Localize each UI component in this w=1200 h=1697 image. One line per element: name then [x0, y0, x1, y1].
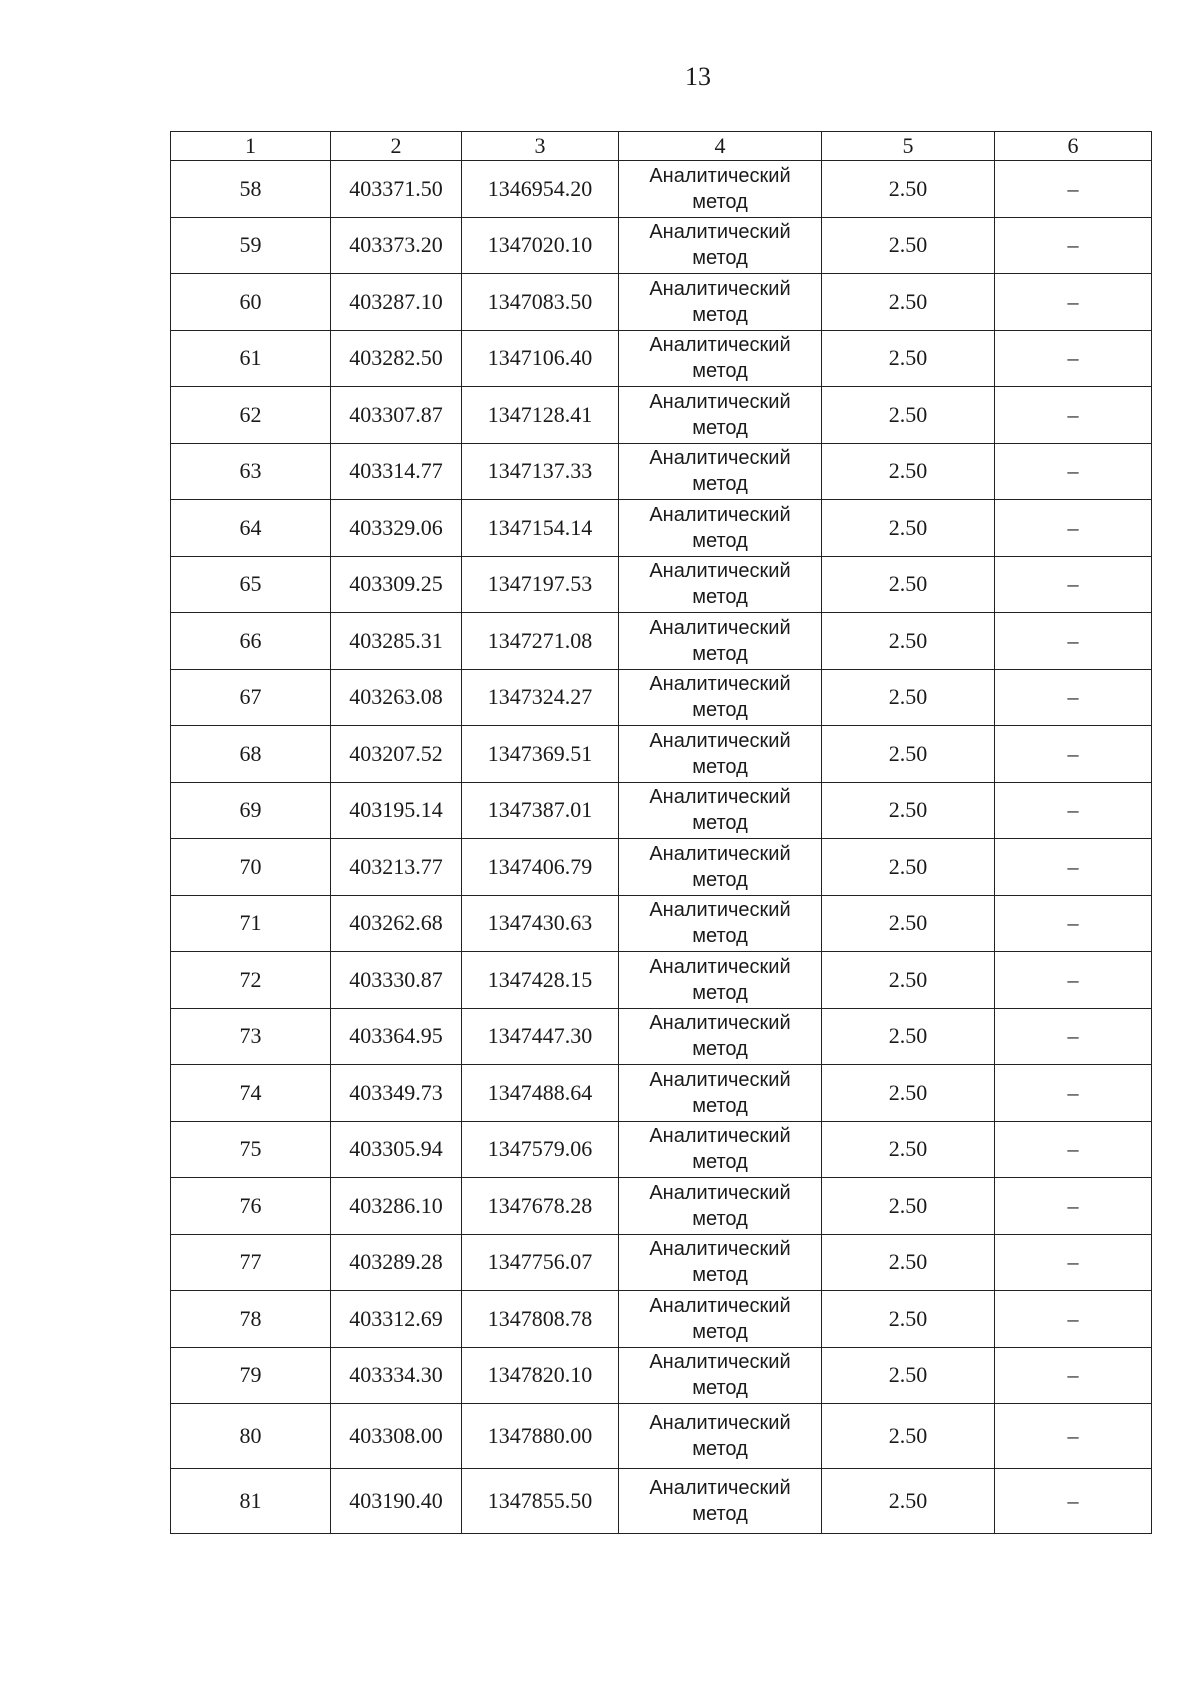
- note-cell: –: [995, 1065, 1152, 1122]
- method-line-2: метод: [692, 247, 748, 270]
- header-col-3: 3: [462, 132, 619, 161]
- method-line-2: метод: [692, 981, 748, 1004]
- x-coordinate-cell: 403349.73: [331, 1065, 462, 1122]
- method-cell: [619, 1008, 822, 1065]
- accuracy-cell: 2.50: [822, 274, 995, 331]
- point-number-cell: 60: [171, 274, 331, 331]
- method-line-2: метод: [692, 586, 748, 609]
- method-line-2: метод: [692, 642, 748, 665]
- accuracy-cell: 2.50: [822, 782, 995, 839]
- accuracy-cell: 2.50: [822, 613, 995, 670]
- method-line-1: Аналитический: [649, 786, 791, 809]
- method-line-2: метод: [692, 1094, 748, 1117]
- point-number-cell: 67: [171, 669, 331, 726]
- method-cell: [619, 895, 822, 952]
- y-coordinate-cell: 1347154.14: [462, 500, 619, 557]
- y-coordinate-cell: 1347271.08: [462, 613, 619, 670]
- point-number-cell: 64: [171, 500, 331, 557]
- point-number-cell: 81: [171, 1469, 331, 1534]
- method-line-2: метод: [692, 1503, 748, 1525]
- note-cell: –: [995, 387, 1152, 444]
- table-row: [171, 1008, 1152, 1065]
- method-cell: [619, 330, 822, 387]
- method-line-1: Аналитический: [649, 1294, 791, 1317]
- x-coordinate-cell: 403285.31: [331, 613, 462, 670]
- note-cell: –: [995, 330, 1152, 387]
- point-number-cell: 78: [171, 1291, 331, 1348]
- note-cell: –: [995, 1404, 1152, 1469]
- y-coordinate-cell: 1347880.00: [462, 1404, 619, 1469]
- method-line-1: Аналитический: [649, 1068, 791, 1091]
- y-coordinate-cell: 1347387.01: [462, 782, 619, 839]
- note-cell: –: [995, 669, 1152, 726]
- x-coordinate-cell: 403282.50: [331, 330, 462, 387]
- table-row: [171, 895, 1152, 952]
- table-row: [171, 161, 1152, 218]
- y-coordinate-cell: 1347820.10: [462, 1347, 619, 1404]
- point-number-cell: 75: [171, 1121, 331, 1178]
- method-line-2: метод: [692, 416, 748, 439]
- note-cell: –: [995, 1178, 1152, 1235]
- accuracy-cell: 2.50: [822, 1404, 995, 1469]
- x-coordinate-cell: 403213.77: [331, 839, 462, 896]
- x-coordinate-cell: 403309.25: [331, 556, 462, 613]
- method-cell: [619, 500, 822, 557]
- method-line-2: метод: [692, 755, 748, 778]
- x-coordinate-cell: 403286.10: [331, 1178, 462, 1235]
- method-line-1: Аналитический: [649, 277, 791, 300]
- accuracy-cell: 2.50: [822, 1121, 995, 1178]
- method-line-2: метод: [692, 1320, 748, 1343]
- x-coordinate-cell: 403371.50: [331, 161, 462, 218]
- table-row: [171, 387, 1152, 444]
- x-coordinate-cell: 403373.20: [331, 217, 462, 274]
- header-col-5: 5: [822, 132, 995, 161]
- method-cell: [619, 839, 822, 896]
- x-coordinate-cell: 403308.00: [331, 1404, 462, 1469]
- method-cell: [619, 782, 822, 839]
- y-coordinate-cell: 1347855.50: [462, 1469, 619, 1534]
- method-line-1: Аналитический: [649, 955, 791, 978]
- coordinates-table: [170, 131, 1152, 1534]
- header-col-4: 4: [619, 132, 822, 161]
- method-line-2: метод: [692, 1438, 748, 1460]
- accuracy-cell: 2.50: [822, 387, 995, 444]
- table-row: [171, 1291, 1152, 1348]
- method-cell: [619, 556, 822, 613]
- table-row: [171, 782, 1152, 839]
- x-coordinate-cell: 403314.77: [331, 443, 462, 500]
- note-cell: –: [995, 952, 1152, 1009]
- header-col-1: 1: [171, 132, 331, 161]
- table-row: [171, 669, 1152, 726]
- point-number-cell: 58: [171, 161, 331, 218]
- point-number-cell: 61: [171, 330, 331, 387]
- method-line-1: Аналитический: [649, 560, 791, 583]
- y-coordinate-cell: 1347808.78: [462, 1291, 619, 1348]
- table-row: [171, 217, 1152, 274]
- table-row: [171, 1234, 1152, 1291]
- method-line-2: метод: [692, 529, 748, 552]
- method-line-2: метод: [692, 1377, 748, 1400]
- note-cell: –: [995, 274, 1152, 331]
- method-line-1: Аналитический: [649, 673, 791, 696]
- y-coordinate-cell: 1347137.33: [462, 443, 619, 500]
- x-coordinate-cell: 403190.40: [331, 1469, 462, 1534]
- method-line-2: метод: [692, 303, 748, 326]
- header-row: [171, 132, 1152, 161]
- note-cell: –: [995, 1234, 1152, 1291]
- x-coordinate-cell: 403263.08: [331, 669, 462, 726]
- note-cell: –: [995, 839, 1152, 896]
- note-cell: –: [995, 161, 1152, 218]
- method-cell: [619, 443, 822, 500]
- y-coordinate-cell: 1347020.10: [462, 217, 619, 274]
- table-row: [171, 1469, 1152, 1534]
- method-cell: [619, 1347, 822, 1404]
- table-row: [171, 613, 1152, 670]
- y-coordinate-cell: 1347106.40: [462, 330, 619, 387]
- header-col-6: 6: [995, 132, 1152, 161]
- x-coordinate-cell: 403207.52: [331, 726, 462, 783]
- note-cell: –: [995, 1291, 1152, 1348]
- y-coordinate-cell: 1347128.41: [462, 387, 619, 444]
- y-coordinate-cell: 1346954.20: [462, 161, 619, 218]
- method-line-1: Аналитический: [649, 899, 791, 922]
- x-coordinate-cell: 403262.68: [331, 895, 462, 952]
- x-coordinate-cell: 403289.28: [331, 1234, 462, 1291]
- point-number-cell: 63: [171, 443, 331, 500]
- method-line-1: Аналитический: [649, 221, 791, 244]
- x-coordinate-cell: 403330.87: [331, 952, 462, 1009]
- x-coordinate-cell: 403287.10: [331, 274, 462, 331]
- x-coordinate-cell: 403305.94: [331, 1121, 462, 1178]
- method-line-1: Аналитический: [649, 616, 791, 639]
- method-line-1: Аналитический: [649, 503, 791, 526]
- method-line-2: метод: [692, 868, 748, 891]
- method-line-2: метод: [692, 699, 748, 722]
- table-row: [171, 839, 1152, 896]
- point-number-cell: 68: [171, 726, 331, 783]
- accuracy-cell: 2.50: [822, 330, 995, 387]
- y-coordinate-cell: 1347197.53: [462, 556, 619, 613]
- table-row: [171, 1404, 1152, 1469]
- table-row: [171, 952, 1152, 1009]
- table-row: [171, 726, 1152, 783]
- accuracy-cell: 2.50: [822, 669, 995, 726]
- method-line-1: Аналитический: [649, 1412, 791, 1434]
- method-cell: [619, 1178, 822, 1235]
- y-coordinate-cell: 1347430.63: [462, 895, 619, 952]
- point-number-cell: 65: [171, 556, 331, 613]
- point-number-cell: 73: [171, 1008, 331, 1065]
- table-body: [171, 161, 1152, 1534]
- method-cell: [619, 613, 822, 670]
- method-line-1: Аналитический: [649, 164, 791, 187]
- method-cell: [619, 1234, 822, 1291]
- note-cell: –: [995, 500, 1152, 557]
- note-cell: –: [995, 895, 1152, 952]
- y-coordinate-cell: 1347428.15: [462, 952, 619, 1009]
- method-cell: [619, 387, 822, 444]
- header-col-2: 2: [331, 132, 462, 161]
- method-cell: [619, 1291, 822, 1348]
- x-coordinate-cell: 403195.14: [331, 782, 462, 839]
- method-line-1: Аналитический: [649, 334, 791, 357]
- method-line-1: Аналитический: [649, 1181, 791, 1204]
- method-cell: [619, 161, 822, 218]
- note-cell: –: [995, 613, 1152, 670]
- accuracy-cell: 2.50: [822, 1008, 995, 1065]
- y-coordinate-cell: 1347324.27: [462, 669, 619, 726]
- y-coordinate-cell: 1347678.28: [462, 1178, 619, 1235]
- accuracy-cell: 2.50: [822, 500, 995, 557]
- point-number-cell: 80: [171, 1404, 331, 1469]
- method-line-2: метод: [692, 360, 748, 383]
- point-number-cell: 70: [171, 839, 331, 896]
- method-line-2: метод: [692, 190, 748, 213]
- point-number-cell: 71: [171, 895, 331, 952]
- method-line-1: Аналитический: [649, 1238, 791, 1261]
- method-cell: [619, 1065, 822, 1122]
- method-cell: [619, 669, 822, 726]
- x-coordinate-cell: 403364.95: [331, 1008, 462, 1065]
- x-coordinate-cell: 403312.69: [331, 1291, 462, 1348]
- accuracy-cell: 2.50: [822, 839, 995, 896]
- method-line-2: метод: [692, 1151, 748, 1174]
- table-row: [171, 1347, 1152, 1404]
- table-header: [171, 132, 1152, 161]
- method-line-1: Аналитический: [649, 447, 791, 470]
- method-line-1: Аналитический: [649, 1012, 791, 1035]
- method-line-2: метод: [692, 812, 748, 835]
- accuracy-cell: 2.50: [822, 1065, 995, 1122]
- note-cell: –: [995, 443, 1152, 500]
- accuracy-cell: 2.50: [822, 1347, 995, 1404]
- y-coordinate-cell: 1347488.64: [462, 1065, 619, 1122]
- note-cell: –: [995, 1347, 1152, 1404]
- table-row: [171, 1178, 1152, 1235]
- method-cell: [619, 952, 822, 1009]
- page-number: 13: [685, 62, 711, 91]
- method-line-2: метод: [692, 1207, 748, 1230]
- method-line-2: метод: [692, 1038, 748, 1061]
- y-coordinate-cell: 1347083.50: [462, 274, 619, 331]
- accuracy-cell: 2.50: [822, 1234, 995, 1291]
- method-cell: [619, 274, 822, 331]
- note-cell: –: [995, 782, 1152, 839]
- point-number-cell: 74: [171, 1065, 331, 1122]
- method-line-1: Аналитический: [649, 390, 791, 413]
- method-line-1: Аналитический: [649, 1477, 791, 1499]
- x-coordinate-cell: 403307.87: [331, 387, 462, 444]
- method-cell: [619, 1121, 822, 1178]
- method-line-2: метод: [692, 473, 748, 496]
- method-cell: [619, 726, 822, 783]
- table-row: [171, 330, 1152, 387]
- accuracy-cell: 2.50: [822, 217, 995, 274]
- note-cell: –: [995, 1121, 1152, 1178]
- method-line-1: Аналитический: [649, 1125, 791, 1148]
- y-coordinate-cell: 1347579.06: [462, 1121, 619, 1178]
- accuracy-cell: 2.50: [822, 161, 995, 218]
- accuracy-cell: 2.50: [822, 895, 995, 952]
- note-cell: –: [995, 217, 1152, 274]
- accuracy-cell: 2.50: [822, 1291, 995, 1348]
- note-cell: –: [995, 556, 1152, 613]
- y-coordinate-cell: 1347447.30: [462, 1008, 619, 1065]
- method-cell: [619, 217, 822, 274]
- point-number-cell: 59: [171, 217, 331, 274]
- method-line-1: Аналитический: [649, 842, 791, 865]
- method-line-1: Аналитический: [649, 729, 791, 752]
- method-line-1: Аналитический: [649, 1351, 791, 1374]
- table-row: [171, 443, 1152, 500]
- point-number-cell: 79: [171, 1347, 331, 1404]
- accuracy-cell: 2.50: [822, 952, 995, 1009]
- point-number-cell: 62: [171, 387, 331, 444]
- table-row: [171, 556, 1152, 613]
- y-coordinate-cell: 1347369.51: [462, 726, 619, 783]
- y-coordinate-cell: 1347406.79: [462, 839, 619, 896]
- note-cell: –: [995, 1008, 1152, 1065]
- note-cell: –: [995, 726, 1152, 783]
- y-coordinate-cell: 1347756.07: [462, 1234, 619, 1291]
- table-row: [171, 274, 1152, 331]
- point-number-cell: 76: [171, 1178, 331, 1235]
- table-row: [171, 500, 1152, 557]
- x-coordinate-cell: 403329.06: [331, 500, 462, 557]
- point-number-cell: 66: [171, 613, 331, 670]
- accuracy-cell: 2.50: [822, 443, 995, 500]
- point-number-cell: 72: [171, 952, 331, 1009]
- point-number-cell: 69: [171, 782, 331, 839]
- method-cell: [619, 1469, 822, 1534]
- method-line-2: метод: [692, 925, 748, 948]
- x-coordinate-cell: 403334.30: [331, 1347, 462, 1404]
- accuracy-cell: 2.50: [822, 1469, 995, 1534]
- table-row: [171, 1065, 1152, 1122]
- note-cell: –: [995, 1469, 1152, 1534]
- accuracy-cell: 2.50: [822, 726, 995, 783]
- table-row: [171, 1121, 1152, 1178]
- point-number-cell: 77: [171, 1234, 331, 1291]
- accuracy-cell: 2.50: [822, 556, 995, 613]
- method-line-2: метод: [692, 1264, 748, 1287]
- accuracy-cell: 2.50: [822, 1178, 995, 1235]
- method-cell: [619, 1404, 822, 1469]
